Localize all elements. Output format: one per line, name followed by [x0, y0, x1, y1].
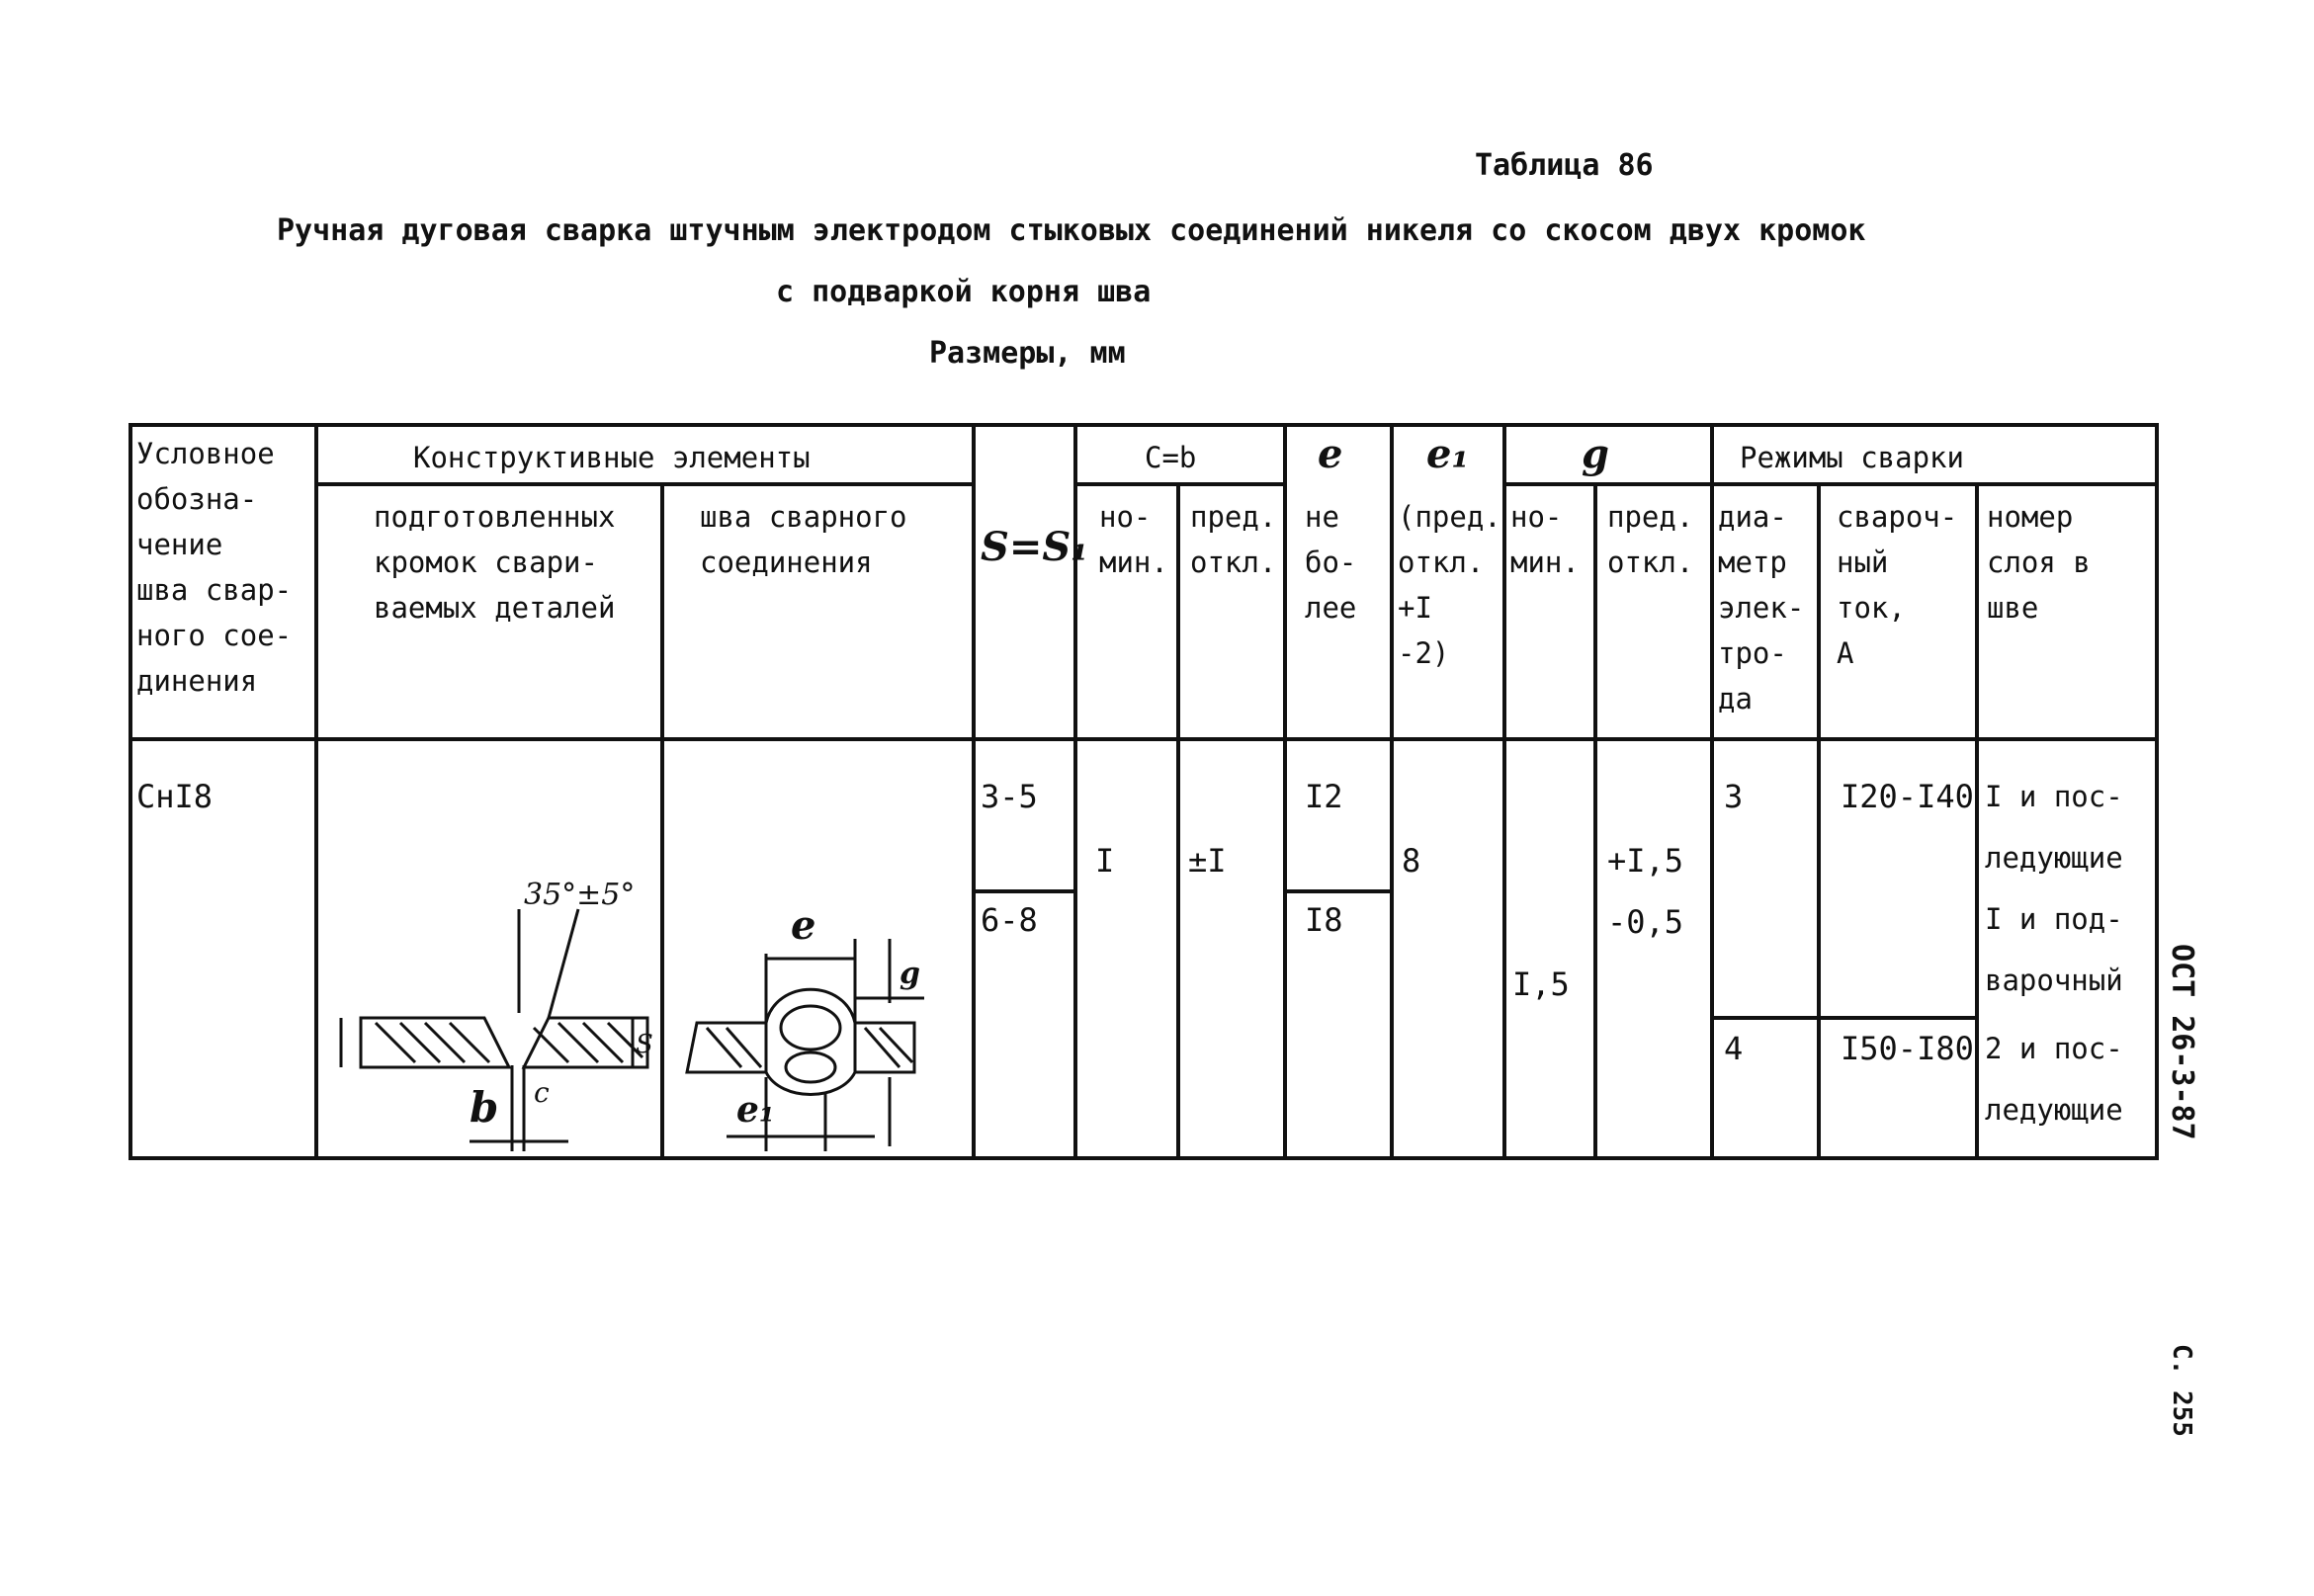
cell-e-value-1: I2	[1305, 778, 1343, 815]
prepared-edges-sketch	[321, 850, 657, 1156]
header-prepared-edges: подготовленных кромок свари- ваемых деталей	[374, 500, 616, 625]
sketch-angle-label: 35°±5°	[524, 878, 636, 912]
cell-s-value-1: 3-5	[981, 778, 1038, 815]
cell-g-deviation: +I,5 -0,5	[1607, 842, 1684, 941]
standard-code: ОСТ 26-3-87	[2165, 944, 2199, 1140]
header-layer-number: номер слоя в шве	[1987, 500, 2091, 625]
header-electrode-diameter: диа- метр элек- тро- да	[1718, 500, 1805, 715]
header-structural-elements: Конструктивные элементы	[413, 441, 811, 474]
cell-layers-group-1: I и пос- ледующие I и под- варочный	[1985, 780, 2123, 997]
table-number: Таблица 86	[1475, 148, 1654, 183]
cell-diameter-1: 3	[1724, 778, 1744, 815]
cell-c-deviation: ±I	[1188, 842, 1227, 880]
table-title-line1: Ручная дуговая сварка штучным электродом стыковых соединений никеля со скосом двух кромок	[277, 213, 1866, 248]
sketch-c-label: c	[534, 1076, 550, 1109]
header-c-col: C=b	[1145, 441, 1197, 474]
header-g-nominal: но- мин.	[1510, 500, 1580, 579]
cell-g-nominal: I,5	[1512, 966, 1570, 1003]
sketch-s-label: S	[636, 1030, 653, 1059]
header-e-col: e	[1318, 431, 1343, 477]
sketch-g-label: g	[900, 957, 920, 991]
sketch-b-label: b	[470, 1083, 499, 1132]
header-c-deviation: пред. откл.	[1190, 500, 1277, 579]
header-c-nominal: но- мин.	[1099, 500, 1168, 579]
header-e1-deviation: (пред. откл. +I -2)	[1398, 500, 1501, 670]
units-caption: Размеры, мм	[929, 336, 1126, 371]
header-g-col: g	[1582, 431, 1609, 477]
sketch-e-label: e	[791, 902, 816, 949]
table-title-line2: с подваркой корня шва	[776, 275, 1152, 309]
cell-designation: СнI8	[136, 778, 214, 815]
cell-layers-group-2: 2 и пос- ледующие	[1985, 1032, 2123, 1127]
header-s-col: S=S₁	[981, 524, 1088, 570]
cell-e1-value: 8	[1402, 842, 1421, 880]
header-e-max: не бо- лее	[1305, 500, 1357, 625]
header-e1-col: e₁	[1426, 431, 1469, 477]
cell-s-value-2: 6-8	[981, 901, 1038, 939]
cell-current-1: I20-I40	[1841, 778, 1974, 815]
header-weld-seam: шва сварного соединения	[700, 500, 907, 579]
header-welding-modes: Режимы сварки	[1740, 441, 1964, 474]
header-g-deviation: пред. откл.	[1607, 500, 1694, 579]
weld-seam-sketch	[667, 880, 969, 1156]
cell-diameter-2: 4	[1724, 1030, 1744, 1067]
page-reference: С. 255	[2167, 1344, 2196, 1437]
cell-c-nominal: I	[1095, 842, 1115, 880]
cell-e-value-2: I8	[1305, 901, 1343, 939]
cell-current-2: I50-I80	[1841, 1030, 1974, 1067]
header-welding-current: свароч- ный ток, А	[1837, 500, 1958, 670]
header-designation: Условное обозна- чение шва свар- ного сое- динения	[136, 437, 293, 698]
sketch-e1-label: e₁	[736, 1089, 775, 1131]
